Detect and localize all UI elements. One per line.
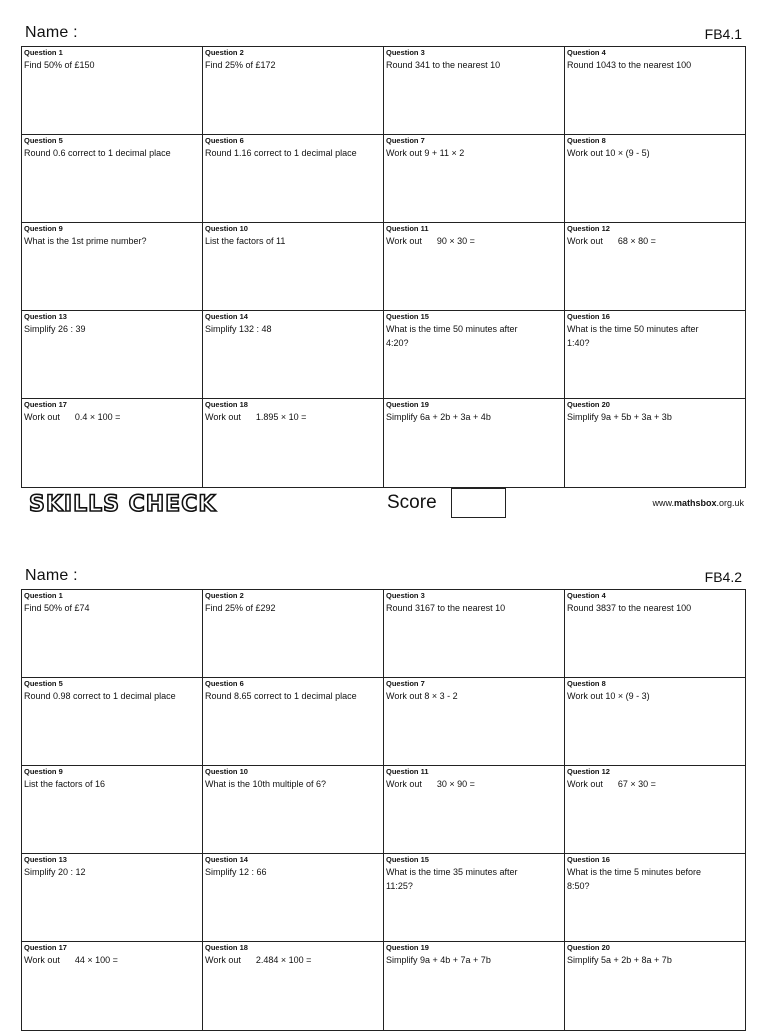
site-url-bold: mathsbox [673,498,717,508]
question-number: Question 10 [205,767,248,776]
question-text: Simplify 20 : 12 [24,867,86,877]
question-cell[interactable] [22,766,203,854]
question-text: Round 3167 to the nearest 10 [386,603,506,613]
question-cell[interactable] [22,678,203,766]
question-number: Question 2 [205,48,244,57]
question-cell[interactable] [203,590,384,678]
question-cell[interactable] [565,766,745,854]
question-text: Find 50% of £150 [24,60,95,70]
question-text: Find 50% of £74 [24,603,90,613]
question-number: Question 1 [24,48,63,57]
question-number: Question 5 [24,679,63,688]
site-url-prefix: www. [652,498,674,508]
question-cell[interactable] [203,135,384,223]
question-cell[interactable] [384,223,565,311]
question-number: Question 19 [386,400,429,409]
question-text: Work out 10 × (9 - 5) [567,148,650,158]
question-grid [21,589,746,1031]
question-grid [21,46,746,488]
worksheet-code: FB4.1 [704,26,742,42]
question-text: Round 341 to the nearest 10 [386,60,501,70]
question-cell[interactable] [384,854,565,942]
question-text: What is the time 35 minutes after 11:25? [386,867,518,891]
question-cell[interactable] [203,766,384,854]
question-text: Work out 8 × 3 - 2 [386,691,458,701]
question-cell[interactable] [22,311,203,399]
question-number: Question 12 [567,767,610,776]
score-label: Score [387,492,437,513]
name-label: Name : [25,24,78,41]
question-text: Simplify 5a + 2b + 8a + 7b [567,955,672,965]
question-number: Question 11 [386,224,429,233]
question-number: Question 5 [24,136,63,145]
question-text: Round 3837 to the nearest 100 [567,603,692,613]
question-number: Question 3 [386,591,425,600]
score-box[interactable] [451,488,506,518]
question-cell[interactable] [203,678,384,766]
skills-check-logo-text: SKILLS CHECK [29,492,217,517]
question-cell[interactable] [384,311,565,399]
question-cell[interactable] [22,135,203,223]
question-cell[interactable] [384,590,565,678]
question-cell[interactable] [203,47,384,135]
question-cell[interactable] [203,854,384,942]
question-number: Question 9 [24,224,63,233]
question-number: Question 4 [567,48,606,57]
question-number: Question 12 [567,224,610,233]
question-text: Simplify 12 : 66 [205,867,267,877]
question-text: Round 0.6 correct to 1 decimal place [24,148,171,158]
question-number: Question 8 [567,679,606,688]
question-number: Question 15 [386,855,429,864]
question-text: Work out 90 × 30 = [386,236,475,246]
question-number: Question 14 [205,312,248,321]
question-number: Question 3 [386,48,425,57]
question-number: Question 14 [205,855,248,864]
question-cell[interactable] [22,854,203,942]
question-number: Question 16 [567,312,610,321]
question-number: Question 18 [205,400,248,409]
question-number: Question 9 [24,767,63,776]
question-number: Question 1 [24,591,63,600]
question-number: Question 7 [386,136,425,145]
question-cell[interactable] [203,399,384,487]
site-url-suffix: .org.uk [716,498,744,508]
question-cell[interactable] [22,223,203,311]
question-cell[interactable] [565,590,745,678]
question-text: What is the time 50 minutes after 1:40? [567,324,699,348]
question-cell[interactable] [565,47,745,135]
question-number: Question 8 [567,136,606,145]
question-text: What is the 10th multiple of 6? [205,779,327,789]
question-text: List the factors of 16 [24,779,106,789]
question-text: Work out 30 × 90 = [386,779,475,789]
question-cell[interactable] [22,399,203,487]
question-number: Question 6 [205,136,244,145]
question-text: Work out 44 × 100 = [24,955,118,965]
question-cell[interactable] [565,223,745,311]
question-cell[interactable] [565,399,745,487]
question-number: Question 19 [386,943,429,952]
question-cell[interactable] [565,678,745,766]
question-number: Question 16 [567,855,610,864]
question-cell[interactable] [384,47,565,135]
question-cell[interactable] [22,590,203,678]
question-number: Question 13 [24,312,67,321]
question-text: What is the time 5 minutes before 8:50? [567,867,702,891]
question-text: Work out 67 × 30 = [567,779,656,789]
question-text: Work out 9 + 11 × 2 [386,148,465,158]
question-text: Work out 68 × 80 = [567,236,656,246]
question-text: Round 1.16 correct to 1 decimal place [205,148,357,158]
question-number: Question 15 [386,312,429,321]
question-number: Question 18 [205,943,248,952]
question-cell[interactable] [565,311,745,399]
skills-check-logo [27,488,227,518]
question-text: Simplify 26 : 39 [24,324,86,334]
question-cell[interactable] [384,942,565,1030]
question-text: Find 25% of £172 [205,60,276,70]
question-number: Question 10 [205,224,248,233]
question-cell[interactable] [203,942,384,1030]
question-text: Round 0.98 correct to 1 decimal place [24,691,176,701]
question-cell[interactable] [203,311,384,399]
question-number: Question 20 [567,400,610,409]
question-number: Question 17 [24,400,67,409]
question-text: Simplify 9a + 5b + 3a + 3b [567,412,672,422]
question-text: Work out 2.484 × 100 = [205,955,312,965]
question-text: Simplify 9a + 4b + 7a + 7b [386,955,491,965]
question-text: Work out 0.4 × 100 = [24,412,121,422]
question-text: What is the time 50 minutes after 4:20? [386,324,518,348]
question-text: Round 8.65 correct to 1 decimal place [205,691,357,701]
question-number: Question 7 [386,679,425,688]
question-cell[interactable] [565,854,745,942]
question-number: Question 6 [205,679,244,688]
question-number: Question 13 [24,855,67,864]
question-cell[interactable] [384,135,565,223]
question-number: Question 11 [386,767,429,776]
name-label: Name : [25,567,78,584]
question-cell[interactable] [384,678,565,766]
question-cell[interactable] [384,766,565,854]
question-text: Simplify 132 : 48 [205,324,272,334]
question-text: Work out 10 × (9 - 3) [567,691,650,701]
question-number: Question 17 [24,943,67,952]
site-url [652,498,744,508]
question-text: List the factors of 11 [205,236,286,246]
question-text: Work out 1.895 × 10 = [205,412,307,422]
question-cell[interactable] [22,47,203,135]
question-text: Round 1043 to the nearest 100 [567,60,692,70]
question-cell[interactable] [203,223,384,311]
question-cell[interactable] [22,942,203,1030]
question-number: Question 4 [567,591,606,600]
question-number: Question 2 [205,591,244,600]
question-cell[interactable] [384,399,565,487]
question-text: Find 25% of £292 [205,603,276,613]
question-number: Question 20 [567,943,610,952]
question-text: What is the 1st prime number? [24,236,147,246]
worksheet-code: FB4.2 [704,569,742,585]
question-cell[interactable] [565,135,745,223]
question-text: Simplify 6a + 2b + 3a + 4b [386,412,491,422]
question-cell[interactable] [565,942,745,1030]
